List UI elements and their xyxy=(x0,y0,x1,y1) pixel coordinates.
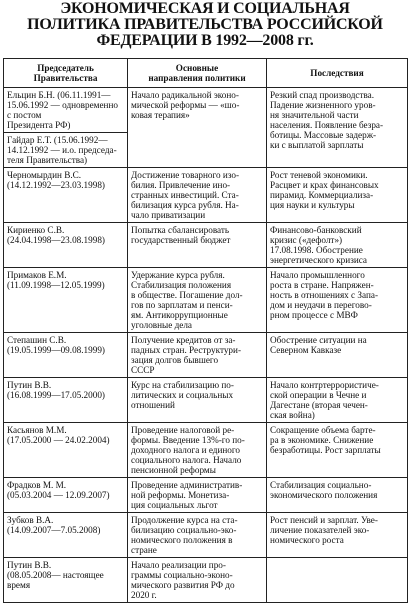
chair-line: теля Правительства) xyxy=(7,155,88,165)
policy-cell xyxy=(128,478,267,513)
policy-line: стране xyxy=(131,545,157,555)
policy-line: ной реформы. Монетиза- xyxy=(131,490,230,500)
result-line: ность в отношениях с Запа- xyxy=(270,290,379,300)
result-line: Стабилизация социально- xyxy=(270,480,372,490)
chair-line: Примаков Е.М. xyxy=(7,270,67,280)
result-line: Начало контртеррористиче- xyxy=(270,380,379,390)
policy-line: мической реформы — «шо- xyxy=(131,100,240,110)
result-line: ня значительной части xyxy=(270,110,359,120)
policy-line: государственный бюджет xyxy=(131,235,231,245)
policy-line: зация долгов бывшего xyxy=(131,355,219,365)
policy-cell xyxy=(128,423,267,478)
header-policy-line: направления политики xyxy=(148,73,246,83)
table-row xyxy=(4,513,408,558)
result-line: Начало промышленного xyxy=(270,270,365,280)
chair-cell xyxy=(4,333,128,378)
chair-line: Президента РФ) xyxy=(7,120,71,130)
table-row xyxy=(4,423,408,478)
result-line: 17.08.1998. Обострение xyxy=(270,245,363,255)
table-row xyxy=(4,333,408,378)
table-body xyxy=(4,88,408,603)
result-line: Расцвет и крах финансовых xyxy=(270,180,379,190)
policy-cell xyxy=(128,223,267,268)
chair-line: (24.04.1998—23.08.1998) xyxy=(7,235,105,245)
chair-line: (16.08.1999—17.05.2000) xyxy=(7,390,105,400)
chair-entry xyxy=(4,478,127,502)
table-row xyxy=(4,268,408,333)
result-line: ки с выплатой зарплаты xyxy=(270,140,364,150)
chair-entry xyxy=(4,132,127,167)
document-title xyxy=(0,1,410,49)
table-row xyxy=(4,88,408,168)
policy-cell xyxy=(128,88,267,168)
result-line: Сокращение объема барте- xyxy=(270,425,376,435)
chair-line: Степашин С.В. xyxy=(7,335,67,345)
chair-line: Черномырдин В.С. xyxy=(7,170,82,180)
policy-line: Проведение административ- xyxy=(131,480,243,490)
policy-line: социального налога. Начало xyxy=(131,455,242,465)
table-row xyxy=(4,478,408,513)
result-cell xyxy=(267,223,408,268)
result-line: ботицы. Массовые задерж- xyxy=(270,130,377,140)
policy-line: Проведение налоговой ре- xyxy=(131,425,235,435)
chair-line: Кириенко С.В. xyxy=(7,225,65,235)
chair-line: Путин В.В. xyxy=(7,380,52,390)
result-line: личение показателей эко- xyxy=(270,525,370,535)
policy-line: Начало реализации про- xyxy=(131,560,226,570)
chair-line: Касьянов М.М. xyxy=(7,425,67,435)
result-line: экономического положения xyxy=(270,490,378,500)
table-row xyxy=(4,223,408,268)
chair-entry xyxy=(4,378,127,402)
result-cell xyxy=(267,333,408,378)
chair-entry xyxy=(4,223,127,247)
header-chair-line: Председатель xyxy=(37,63,94,73)
chair-line: Зубков В.А. xyxy=(7,515,54,525)
policy-line: чало приватизации xyxy=(131,210,206,220)
header-policy xyxy=(128,59,267,88)
chair-line: время xyxy=(7,580,31,590)
header-result xyxy=(267,59,408,88)
chair-line: Гайдар Е.Т. (15.06.1992— xyxy=(7,135,108,145)
chair-cell xyxy=(4,558,128,603)
chair-cell xyxy=(4,223,128,268)
chair-line: (14.09.2007—7.05.2008) xyxy=(7,525,101,535)
chair-line: Ельцин Б.Н. (06.11.1991— xyxy=(7,90,111,100)
policy-line: 2020 г. xyxy=(131,590,157,600)
policy-line: ковая терапия» xyxy=(131,110,190,120)
policy-line: ция социальных льгот xyxy=(131,500,218,510)
chair-cell xyxy=(4,168,128,223)
chair-entry xyxy=(4,168,127,192)
chair-cell xyxy=(4,378,128,423)
chair-entry xyxy=(4,423,127,447)
result-line: рном процессе с МВФ xyxy=(270,310,358,320)
chair-line: Путин В.В. xyxy=(7,560,52,570)
policy-table xyxy=(3,58,408,603)
policy-line: билизация курса рубля. На- xyxy=(131,200,239,210)
result-line: безработицы. Рост зарплаты xyxy=(270,445,381,455)
policy-line: Получение кредитов от за- xyxy=(131,335,236,345)
chair-cell xyxy=(4,423,128,478)
header-result-line: Последствия xyxy=(310,68,364,78)
policy-line: билия. Привлечение ино- xyxy=(131,180,231,190)
policy-line: Курс на стабилизацию по- xyxy=(131,380,234,390)
policy-line: пенсионной реформы xyxy=(131,465,216,475)
result-cell xyxy=(267,558,408,603)
table-row xyxy=(4,558,408,603)
result-line: ской операции в Чечне и xyxy=(270,390,367,400)
policy-cell xyxy=(128,333,267,378)
chair-line: 15.06.1992 — одновременно xyxy=(7,100,118,110)
chair-cell xyxy=(4,513,128,558)
table-row xyxy=(4,168,408,223)
result-line: Резкий спад производства. xyxy=(270,90,375,100)
policy-line: падных стран. Реструктури- xyxy=(131,345,242,355)
title-line: ПОЛИТИКА ПРАВИТЕЛЬСТВА РОССИЙСКОЙ xyxy=(27,16,383,33)
result-cell xyxy=(267,478,408,513)
chair-cell xyxy=(4,268,128,333)
title-line: ЭКОНОМИЧЕСКАЯ И СОЦИАЛЬНАЯ xyxy=(60,0,350,17)
result-cell xyxy=(267,423,408,478)
result-line: кризис («дефолт») xyxy=(270,235,343,245)
policy-line: Попытка сбалансировать xyxy=(131,225,230,235)
policy-line: формы. Введение 13%-го по- xyxy=(131,435,245,445)
policy-cell xyxy=(128,513,267,558)
result-line: Рост пенсий и зарплат. Уве- xyxy=(270,515,378,525)
chair-line: (19.05.1999—09.08.1999) xyxy=(7,345,105,355)
result-line: Падение жизненного уров- xyxy=(270,100,376,110)
policy-cell xyxy=(128,168,267,223)
result-line: энергетического кризиса xyxy=(270,255,368,265)
result-line: населения. Появление безра- xyxy=(270,120,384,130)
result-line: ская война) xyxy=(270,410,315,420)
chair-entry xyxy=(4,513,127,537)
chair-line: Фрадков М. М. xyxy=(7,480,67,490)
result-cell xyxy=(267,378,408,423)
chair-entry xyxy=(4,333,127,357)
chair-line: (11.09.1998—12.05.1999) xyxy=(7,280,105,290)
result-cell xyxy=(267,88,408,168)
policy-line: уголовные дела xyxy=(131,320,193,330)
header-chair xyxy=(4,59,128,88)
result-line: роста в стране. Напряжен- xyxy=(270,280,374,290)
policy-line: СССР xyxy=(131,365,155,375)
policy-cell xyxy=(128,558,267,603)
policy-line: доходного налога и единого xyxy=(131,445,241,455)
result-line: ра в экономике. Снижение xyxy=(270,435,374,445)
policy-line: ям. Антикоррупционные xyxy=(131,310,228,320)
table-header-row xyxy=(4,59,408,88)
table-row xyxy=(4,378,408,423)
policy-line: отношений xyxy=(131,400,175,410)
result-cell xyxy=(267,513,408,558)
result-line: Северном Кавказе xyxy=(270,345,342,355)
result-line: номического роста xyxy=(270,535,344,545)
chair-line: с постом xyxy=(7,110,42,120)
chair-cell xyxy=(4,478,128,513)
result-line: Рост теневой экономики. xyxy=(270,170,368,180)
header-chair-line: Правительства xyxy=(33,73,98,83)
chair-entry xyxy=(4,268,127,292)
policy-line: Удержание курса рубля. xyxy=(131,270,225,280)
title-line: ФЕДЕРАЦИИ В 1992—2008 гг. xyxy=(96,32,314,49)
policy-line: странных инвестиций. Ста- xyxy=(131,190,239,200)
chair-line: (14.12.1992—23.03.1998) xyxy=(7,180,105,190)
chair-cell xyxy=(4,88,128,168)
policy-line: литических и социальных xyxy=(131,390,234,400)
result-cell xyxy=(267,268,408,333)
result-line: ция науки и культуры xyxy=(270,200,355,210)
chair-line: 14.12.1992 — и.о. председа- xyxy=(7,145,117,155)
chair-line: (05.03.2004 — 12.09.2007) xyxy=(7,490,110,500)
chair-line: (08.05.2008— настоящее xyxy=(7,570,104,580)
policy-line: граммы социально-эконо- xyxy=(131,570,233,580)
policy-line: Начало радикальной эконо- xyxy=(131,90,239,100)
header-policy-line: Основные xyxy=(175,63,219,73)
policy-line: Достижение товарного изо- xyxy=(131,170,240,180)
result-line: Обострение ситуации на xyxy=(270,335,367,345)
chair-entry xyxy=(4,88,127,132)
policy-line: Стабилизация положения xyxy=(131,280,232,290)
policy-cell xyxy=(128,268,267,333)
result-line: Финансово-банковский xyxy=(270,225,362,235)
policy-line: Продолжение курса на ста- xyxy=(131,515,238,525)
policy-line: мического развития РФ до xyxy=(131,580,235,590)
policy-line: гов по зарплатам и пенси- xyxy=(131,300,233,310)
policy-line: номического положения в xyxy=(131,535,233,545)
chair-line: (17.05.2000 — 24.02.2004) xyxy=(7,435,110,445)
result-line: пирамид. Коммерциализа- xyxy=(270,190,374,200)
result-cell xyxy=(267,168,408,223)
policy-line: билизацию социально-эко- xyxy=(131,525,237,535)
result-line: дом и неудачи в перегово- xyxy=(270,300,372,310)
chair-entry xyxy=(4,558,127,592)
policy-line: в обществе. Погашение дол- xyxy=(131,290,243,300)
policy-cell xyxy=(128,378,267,423)
result-line: Дагестане (вторая чечен- xyxy=(270,400,368,410)
